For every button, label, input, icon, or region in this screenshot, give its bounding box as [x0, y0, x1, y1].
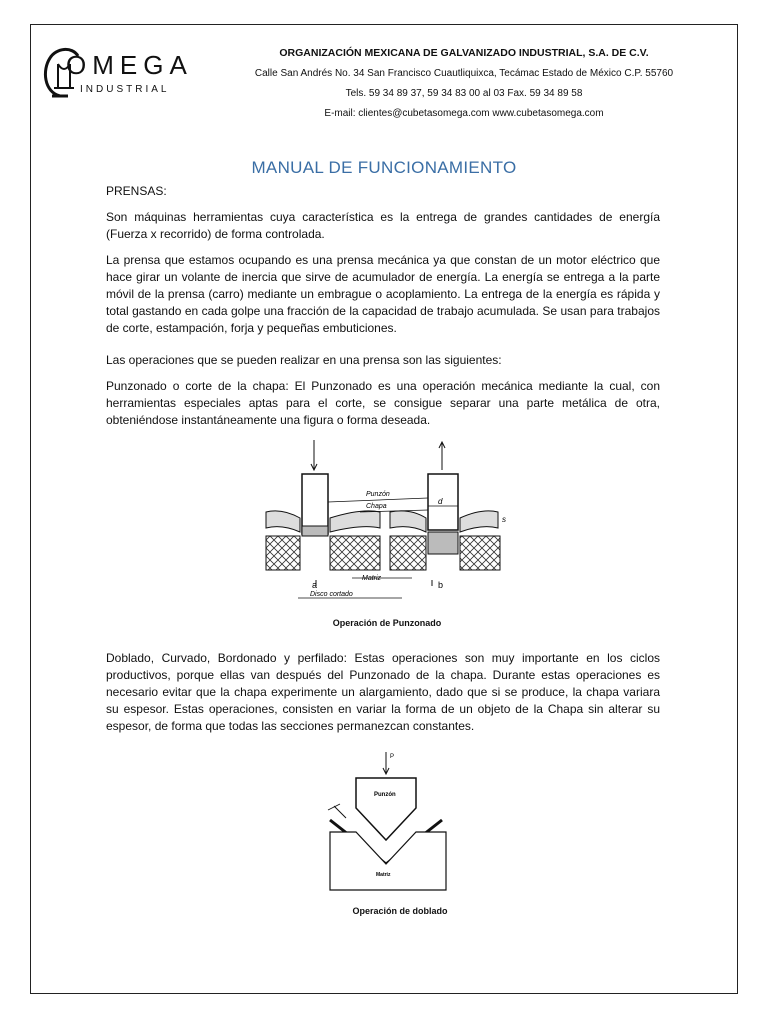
paragraph-4: Punzonado o corte de la chapa: El Punzonado es una operación mecánica mediante la cual, con herramientas especiales aptas para el corte, se consigue separar una parte metálica de otra, obteniéndose instantáneamente una figura o forma deseada.	[106, 379, 660, 427]
figure2-caption: Operación de doblado	[352, 906, 448, 916]
label-s: s	[502, 515, 506, 524]
company-contact: E-mail: clientes@cubetasomega.com www.cubetasomega.com	[324, 108, 604, 119]
paragraph-3: Las operaciones que se pueden realizar en una prensa son las siguientes:	[106, 353, 502, 367]
label-d: d	[438, 497, 443, 506]
label-b: b	[438, 580, 444, 590]
paragraph-2: La prensa que estamos ocupando es una prensa mecánica ya que constan de un motor eléctrico que hace girar un volante de inercia que sirve de acumulador de energía. La energía se entrega a la parte móvil de la prensa (carro) mediante un embrague o acoplamiento. La entrega de la energía es rápida y total gastando en cada golpe una fracción de la capacidad de trabajo acumulada. Se usan para trabajos de corte, estampación, forja y pequeñas embuticiones.	[106, 253, 660, 335]
company-address: Calle San Andrés No. 34 San Francisco Cuautliquixca, Tecámac Estado de México C.P. 55760	[254, 68, 674, 79]
logo-wordmark: OMEGA	[66, 50, 193, 80]
paragraph-1: Son máquinas herramientas cuya característica es la entrega de grandes cantidades de energía (Fuerza x recorrido) de forma controlada.	[106, 210, 660, 241]
figure1-caption: Operación de Punzonado	[332, 618, 442, 628]
label-matriz-2: Matriz	[376, 872, 391, 878]
label-p: P	[390, 754, 395, 760]
label-punzon: Punzón	[366, 491, 390, 498]
document-title: MANUAL DE FUNCIONAMIENTO	[251, 158, 517, 177]
section-heading: PRENSAS:	[106, 184, 167, 198]
company-phones: Tels. 59 34 89 37, 59 34 83 00 al 03 Fax. 59 34 89 58	[345, 88, 583, 99]
label-disco-cortado: Disco cortado	[310, 591, 353, 598]
company-name: ORGANIZACIÓN MEXICANA DE GALVANIZADO INDUSTRIAL, S.A. DE C.V.	[279, 47, 649, 59]
label-matriz: Matriz	[362, 575, 382, 582]
logo-subtitle: INDUSTRIAL	[80, 84, 170, 95]
punzonado-diagram	[262, 440, 512, 610]
label-punzon-2: Punzón	[374, 792, 396, 798]
label-a: a	[312, 580, 318, 590]
label-chapa: Chapa	[366, 503, 387, 510]
doblado-diagram	[320, 748, 460, 898]
paragraph-5: Doblado, Curvado, Bordonado y perfilado: Estas operaciones son muy importante en los ciclos productivos, porque ellas van después del Punzonado de la chapa. Durante estas operaciones es necesario evitar que la chapa experimente un alargamiento, dado que si se produce, la chapa variara su espesor. Estas operaciones, consisten en variar la forma de un objeto de la Chapa sin alterar su espesor, de forma que todas las secciones permanezcan constantes.	[106, 651, 660, 733]
